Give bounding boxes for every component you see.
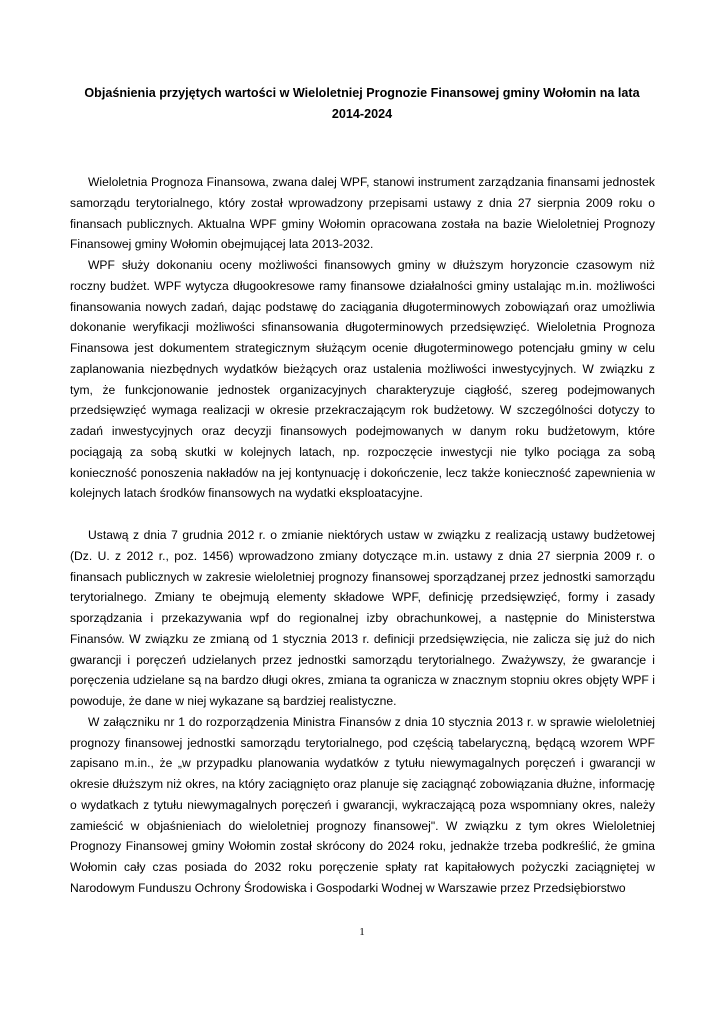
paragraph-statute-amendment: Ustawą z dnia 7 grudnia 2012 r. o zmianie niektórych ustaw w związku z realizacją ustawy budżetowej (Dz. U. z 2012 r., poz. 1456) wprowadzono zmiany dotyczące m.in. ustawy z dnia 27 sierpnia 2009 r. o finansach publicznych w zakresie wieloletniej prognozy finansowej sporządzanej przez jednostki samorządu terytorialnego. Zmiany te obejmują elementy składowe WPF, definicję przedsięwzięć, formy i zasady sporządzania i przekazywania wpf do regionalnej izby obrachunkowej, a następnie do Ministerstwa Finansów. W związku ze zmianą od 1 stycznia 2013 r. definicji przedsięwzięcia, nie zalicza się już do nich gwarancji i poręczeń udzielanych przez jednostki samorządu terytorialnego. Zważywszy, że gwarancje i poręczenia udzielane są na bardzo długi okres, zmiana ta ogranicza w znacznym stopniu okres objęty WPF i powoduje, że dane w niej wykazane są bardziej realistyczne. xyxy=(70,528,655,708)
paragraph-ministerial-regulation: W załączniku nr 1 do rozporządzenia Ministra Finansów z dnia 10 stycznia 2013 r. w sprawie wieloletniej prognozy finansowej jednostki samorządu terytorialnego, pod częścią tabelaryczną, będącą wzorem WPF zapisano m.in., że „w przypadku planowania wydatków z tytułu niewymagalnych poręczeń i gwarancji w okresie dłuższym niż okres, na który zaciągnięto oraz planuje się zaciągnąć zobowiązania dłużne, informację o wydatkach z tytułu niewymagalnych poręczeń i gwarancji, wykraczającą poza wspomniany okres, należy zamieścić w objaśnieniach do wieloletniej prognozy finansowej". W związku z tym okres Wieloletniej Prognozy Finansowej gminy Wołomin został skrócony do 2024 roku, jednakże trzeba podkreślić, że gmina Wołomin cały czas posiada do 2032 roku poręczenie spłaty rat kapitałowych pożyczki zaciągniętej w Narodowym Funduszu Ochrony Środowiska i Gospodarki Wodnej w Warszawie przez Przedsiębiorstwo xyxy=(70,714,655,895)
paragraph-wpf-definition: Wieloletnia Prognoza Finansowa, zwana dalej WPF, stanowi instrument zarządzania finansami jednostek samorządu terytorialnego, który został wprowadzony przepisami ustawy z dnia 27 sierpnia 2009 roku o finansach publicznych. Aktualna WPF gminy Wołomin opracowana została na bazie Wieloletniej Prognozy Finansowej gminy Wołomin obejmującej lata 2013-2032. xyxy=(70,175,655,252)
section-legal-changes xyxy=(70,525,655,899)
paragraph-wpf-purpose: WPF służy dokonaniu oceny możliwości finansowych gminy w dłuższym horyzoncie czasowym niż roczny budżet. WPF wytycza długookresowe ramy finansowe działalności gminy ustalając m.in. możliwości finansowania nowych zadań, dając podstawę do zaciągania długoterminowych zobowiązań oraz umożliwia dokonanie weryfikacji możliwości sfinansowania długoterminowych przedsięwzięć. Wieloletnia Prognoza Finansowa jest dokumentem strategicznym służącym ocenie długoterminowego potencjału gminy w celu zaplanowania niezbędnych wydatków bieżących oraz ustalenia możliwości inwestycyjnych. W związku z tym, że funkcjonowanie jednostek organizacyjnych charakteryzuje ciągłość, szereg podejmowanych przedsięwzięć wymaga realizacji w okresie przekraczającym rok budżetowy. W szczególności dotyczy to zadań inwestycyjnych oraz decyzji finansowych podejmowanych w danym roku budżetowym, które pociągają za sobą skutki w kolejnych latach, np. rozpoczęcie inwestycji nie tylko pociąga za sobą konieczność ponoszenia nakładów na jej kontynuację i dokończenie, lecz także konieczność zapewnienia w kolejnych latach środków finansowych na wydatki eksploatacyjne. xyxy=(70,258,655,501)
page-number: 1 xyxy=(359,926,365,938)
section-wpf-introduction xyxy=(70,172,655,504)
document-title: Objaśnienia przyjętych wartości w Wieloletniej Prognozie Finansowej gminy Wołomin na lata 2014-2024 xyxy=(84,86,640,121)
